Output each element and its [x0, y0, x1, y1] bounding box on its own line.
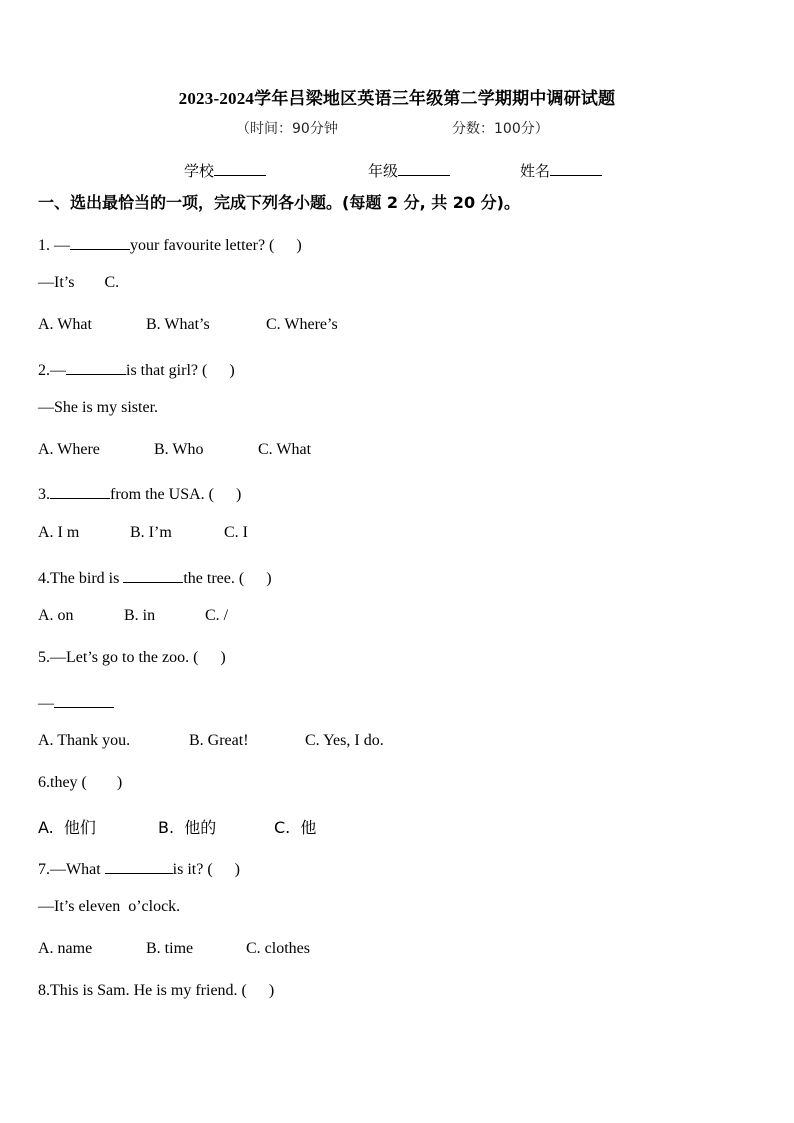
exam-score: 分数：100分）	[452, 121, 549, 137]
q5-option-c: C. Yes, I do.	[305, 732, 384, 749]
answer-blank	[105, 857, 173, 874]
q2-option-c: C. What	[258, 441, 312, 458]
school-blank	[214, 161, 266, 176]
school-label: 学校	[184, 162, 215, 180]
question-5-reply: —	[38, 691, 114, 713]
q4-option-b: B. in	[124, 607, 156, 624]
exam-title: 2023-2024学年吕梁地区英语三年级第二学期期中调研试题	[178, 89, 616, 108]
grade-blank	[398, 161, 450, 176]
question-2-reply: —She is my sister.	[38, 399, 159, 416]
name-field	[520, 160, 602, 181]
q2-option-b: B. Who	[154, 441, 204, 458]
q6-option-b: B. 他的	[158, 818, 217, 837]
q5-option-a: A. Thank you.	[38, 732, 131, 749]
answer-blank	[66, 358, 126, 375]
q2-option-a: A. Where	[38, 441, 100, 458]
q3-option-a: A. I m	[38, 524, 80, 541]
q7-option-a: A. name	[38, 940, 93, 957]
exam-time: （时间：90分钟	[236, 121, 338, 137]
question-1: 1. — your favourite letter? ( )	[38, 233, 302, 255]
question-7: 7.—What is it? ( )	[38, 857, 240, 879]
question-7-reply: —It’s eleven o’clock.	[38, 898, 181, 915]
grade-field	[368, 160, 450, 181]
q1-option-a: A. What	[38, 316, 92, 333]
q1-option-b: B. What’s	[146, 316, 210, 333]
q4-option-c: C. /	[205, 607, 229, 624]
answer-blank	[70, 233, 130, 250]
q7-option-c: C. clothes	[246, 940, 310, 957]
answer-blank	[50, 482, 110, 499]
question-4: 4.The bird is the tree. ( )	[38, 566, 272, 588]
q6-option-c: C. 他	[274, 818, 317, 837]
answer-blank	[54, 691, 114, 708]
q6-option-a: A. 他们	[38, 818, 96, 837]
question-6: 6.they ( )	[38, 774, 123, 791]
q5-option-b: B. Great!	[189, 732, 249, 749]
question-8: 8.This is Sam. He is my friend. ( )	[38, 982, 275, 999]
section-heading: 一、选出最恰当的一项，完成下列各小题。(每题 2 分, 共 20 分)。	[38, 193, 520, 212]
name-label: 姓名	[520, 162, 551, 180]
q4-option-a: A. on	[38, 607, 74, 624]
name-blank	[550, 161, 602, 176]
answer-blank	[123, 566, 183, 583]
grade-label: 年级	[368, 162, 399, 180]
school-field	[184, 160, 266, 181]
question-2: 2.— is that girl? ( )	[38, 358, 235, 380]
q1-option-c: C. Where’s	[266, 316, 338, 333]
question-3: 3. from the USA. ( )	[38, 482, 241, 504]
question-1-reply: —It’s C.	[38, 274, 120, 291]
q3-option-b: B. I’m	[130, 524, 172, 541]
q3-option-c: C. I	[224, 524, 248, 541]
question-5: 5.—Let’s go to the zoo. ( )	[38, 649, 226, 666]
q7-option-b: B. time	[146, 940, 194, 957]
